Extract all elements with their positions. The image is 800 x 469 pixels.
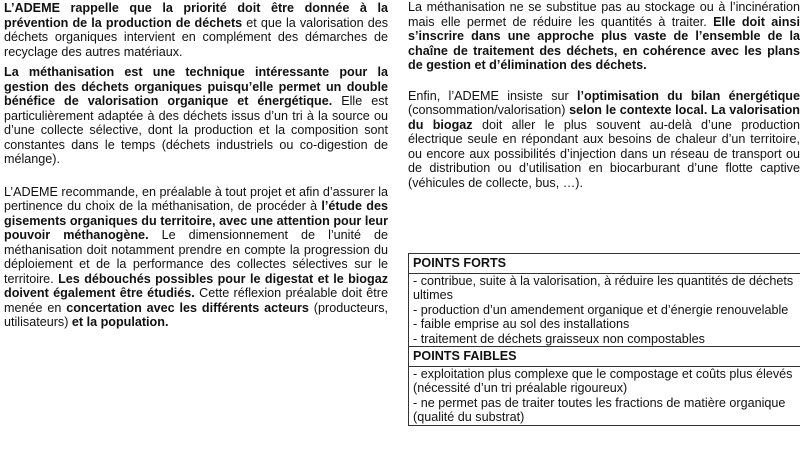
strengths-header: POINTS FORTS <box>409 254 800 274</box>
strength-item: - production d’un amendement organique et d’énergie renouvelable <box>413 302 789 317</box>
points-table <box>408 253 800 426</box>
right-column <box>408 0 800 190</box>
paragraph-ademe-priority: L’ADEME rappelle que la priorité doit être donnée à la prévention de la production de déchets et que la valorisation des déchets organiques intervient en complément des démarches de recyclage des autres matériaux. <box>4 1 388 59</box>
strengths-list <box>413 274 800 347</box>
strength-item: - faible emprise au sol des installations <box>413 317 630 331</box>
strength-item: - traitement de déchets graisseux non compostables <box>413 331 705 346</box>
weaknesses-header: POINTS FAIBLES <box>409 347 800 367</box>
paragraph-energy-balance: Enfin, l’ADEME insiste sur l’optimisation du bilan énergétique (consommation/valorisation) selon le contexte local. La valorisation du biogaz doit aller le plus souvent au-delà d’une production électrique seule en répondant aux besoins de chaleur d’un territoire, ou encore aux possibilités d’injection dans un réseau de transport ou de distribution ou d’utilisation en biocarburant d’une flotte captive (véhicules de collecte, bus, …). <box>408 88 800 190</box>
weaknesses-cell <box>409 366 800 425</box>
weaknesses-list <box>413 367 800 425</box>
left-column <box>4 0 388 330</box>
weakness-item: - exploitation plus complexe que le compostage et coûts plus élevés (nécessité d’un tri préalable rigoureux) <box>413 366 793 395</box>
paragraph-ademe-recommendation: L’ADEME recommande, en préalable à tout projet et afin d’assurer la pertinence du choix de la méthanisation, de procéder à l’étude des gisements organiques du territoire, avec une attention pour leur pouvoir méthanogène. Le dimensionnement de l’unité de méthanisation doit notamment prendre en compte la progression du déploiement et de la performance des collectes sélectives sur le territoire. Les débouchés possibles pour le digestat et le biogaz doivent également être étudiés. Cette réflexion préalable doit être menée en concertation avec les différents acteurs (producteurs, utilisateurs) et la population. <box>4 184 389 329</box>
paragraph-methanisation-substitution: La méthanisation ne se substitue pas au stockage ou à l’incinération mais elle permet de réduire les quantités à traiter. Elle doit ainsi s’inscrire dans une approche plus vaste de l’ensemble de la chaîne de traitement des déchets, en cohérence avec les plans de gestion et d’élimination des déchets. <box>408 0 800 72</box>
weakness-item: - ne permet pas de traiter toutes les fractions de matière organique (qualité du substrat) <box>413 395 786 424</box>
strengths-cell <box>409 273 800 347</box>
strength-item: - contribue, suite à la valorisation, à réduire les quantités de déchets ultimes <box>413 273 794 302</box>
paragraph-methanisation-benefits: La méthanisation est une technique intéressante pour la gestion des déchets organiques puisqu’elle permet un double bénéfice de valorisation organique et énergétique. Elle est particulièrement adaptée à des déchets issus d’un tri à la source ou d’une collecte sélective, dont la production et la composition sont constantes dans le temps (déchets industriels ou co-digestion de mélange). <box>4 65 388 166</box>
